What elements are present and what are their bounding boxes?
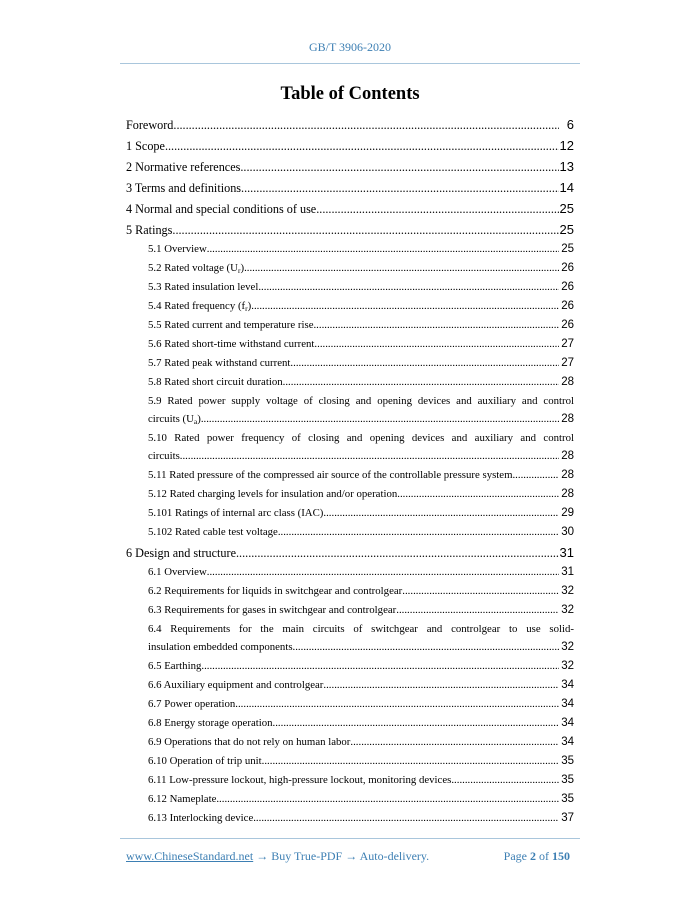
- toc-entry[interactable]: [126, 219, 574, 240]
- website-link[interactable]: www.ChineseStandard.net: [126, 849, 254, 863]
- toc-entry-page-number: 30: [561, 526, 574, 538]
- toc-entry-label: [148, 316, 313, 335]
- header-divider: [120, 63, 580, 64]
- toc-entry-title-end: ): [240, 262, 245, 274]
- toc-entry-page-number: 28: [561, 413, 574, 425]
- toc-entry-page-number: 25: [559, 222, 574, 237]
- dot-leader: [451, 771, 559, 790]
- toc-entry-title: 6.13 Interlocking device: [148, 812, 254, 824]
- arrow-icon: →: [345, 849, 358, 863]
- toc-entry-page-number: 34: [561, 679, 574, 691]
- dot-leader: [180, 447, 559, 465]
- toc-entry-page-number: 32: [561, 585, 574, 597]
- dot-leader: [251, 297, 559, 316]
- toc-entry-label: [126, 199, 316, 220]
- toc-entry-subscript: r: [237, 266, 241, 275]
- toc-entry-title: 5.2 Rated voltage (U: [148, 262, 238, 274]
- toc-entry-title: 3 Terms and definitions: [126, 181, 242, 195]
- delivery-text: Auto-delivery.: [359, 849, 430, 863]
- dot-leader: [314, 335, 559, 354]
- toc-entry[interactable]: [126, 523, 574, 542]
- toc-entry-page-number: 25: [559, 201, 574, 216]
- toc-entry-label: [148, 563, 207, 582]
- toc-entry-page-number: 13: [559, 159, 574, 174]
- toc-entry-title: 5.7 Rated peak withstand current: [148, 357, 291, 369]
- dot-leader: [313, 316, 559, 335]
- toc-entry-page-number: 25: [561, 243, 574, 255]
- dot-leader: [235, 695, 559, 714]
- toc-entry-page-number: 14: [559, 180, 574, 195]
- toc-entry-label: [148, 373, 283, 392]
- dot-leader: [173, 115, 559, 136]
- toc-entry-title: 5.102 Rated cable test voltage: [148, 526, 278, 538]
- toc-entry-label: [148, 733, 350, 752]
- toc-entry-title: 4 Normal and special conditions of use: [126, 202, 317, 216]
- toc-entry[interactable]: [126, 316, 574, 335]
- toc-entry-title: 5.6 Rated short-time withstand current: [148, 338, 315, 350]
- toc-entry-page-number: 26: [561, 262, 574, 274]
- toc-entry-label: [126, 157, 240, 178]
- toc-entry[interactable]: [126, 156, 574, 177]
- toc-entry-page-number: 26: [561, 319, 574, 331]
- toc-entry-label: [148, 752, 262, 771]
- toc-entry-label: [148, 523, 278, 542]
- toc-entry[interactable]: [126, 542, 574, 563]
- toc-entry-title: 6.1 Overview: [148, 566, 207, 578]
- toc-entry-label: [148, 354, 290, 373]
- dot-leader: [323, 676, 559, 695]
- toc-entry-label: [148, 240, 207, 259]
- toc-entry-label: [126, 220, 172, 241]
- toc-entry-title-end: ): [197, 413, 201, 425]
- toc-entry-label: [126, 115, 173, 136]
- dot-leader: [290, 354, 559, 373]
- toc-entry[interactable]: [126, 485, 574, 504]
- toc-entry[interactable]: [126, 601, 574, 620]
- toc-entry[interactable]: [126, 354, 574, 373]
- toc-entry[interactable]: [126, 657, 574, 676]
- toc-entry-label: [148, 638, 293, 656]
- table-of-contents: [126, 114, 574, 828]
- toc-entry-title: 5.101 Ratings of internal arc class (IAC): [148, 507, 324, 519]
- toc-entry-title: 5.8 Rated short circuit duration: [148, 376, 283, 388]
- toc-entry-title: 6.12 Nameplate: [148, 793, 217, 805]
- page-title: Table of Contents: [280, 84, 420, 104]
- dot-leader: [201, 657, 559, 676]
- dot-leader: [253, 809, 559, 828]
- toc-entry-title: circuits (U: [148, 413, 194, 425]
- dot-leader: [350, 733, 559, 752]
- toc-entry-label: [148, 695, 235, 714]
- toc-entry[interactable]: [126, 114, 574, 135]
- dot-leader: [397, 485, 559, 504]
- toc-entry-label: [148, 657, 201, 676]
- toc-entry[interactable]: [126, 240, 574, 259]
- dot-leader: [402, 582, 559, 601]
- toc-entry[interactable]: [126, 504, 574, 523]
- toc-entry-page-number: 34: [561, 736, 574, 748]
- toc-entry-title: 6.3 Requirements for gases in switchgear and controlgear: [148, 604, 397, 616]
- toc-entry-subscript: a: [193, 417, 198, 426]
- toc-entry-page-number: 31: [559, 545, 574, 560]
- dot-leader: [273, 714, 559, 733]
- toc-entry-title: 5.4 Rated frequency (f: [148, 300, 246, 312]
- dot-leader: [236, 543, 559, 564]
- toc-entry-label: [148, 485, 397, 504]
- dot-leader: [278, 523, 559, 542]
- toc-entry[interactable]: [126, 335, 574, 354]
- dot-leader: [396, 601, 559, 620]
- toc-entry-label-line1: 5.10 Rated power frequency of closing and opening devices and auxiliary and control: [148, 432, 574, 444]
- toc-entry-title: 6.8 Energy storage operation: [148, 717, 273, 729]
- toc-entry-page-number: 37: [561, 812, 574, 824]
- toc-entry-page-number: 26: [561, 300, 574, 312]
- toc-entry-title: 5.5 Rated current and temperature rise: [148, 319, 314, 331]
- toc-entry-title: 6.10 Operation of trip unit: [148, 755, 262, 767]
- toc-entry-label-line1: 6.4 Requirements for the main circuits of switchgear and controlgear to use solid-: [148, 623, 574, 635]
- toc-entry-label: [148, 466, 512, 485]
- dot-leader: [207, 240, 559, 259]
- toc-entry-label-line1: 5.9 Rated power supply voltage of closing and opening devices and auxiliary and control: [148, 395, 574, 407]
- page-word: Page: [503, 849, 527, 863]
- toc-entry-title: 2 Normative references: [126, 160, 241, 174]
- toc-entry-title: 6.11 Low-pressure lockout, high-pressure lockout, monitoring devices: [148, 774, 452, 786]
- toc-entry[interactable]: [126, 752, 574, 771]
- arrow-icon: →: [256, 849, 269, 863]
- toc-entry-label: [148, 809, 253, 828]
- toc-entry[interactable]: [126, 676, 574, 695]
- toc-entry[interactable]: [126, 429, 574, 466]
- toc-entry-page-number: 28: [561, 376, 574, 388]
- dot-leader: [512, 466, 559, 485]
- toc-entry[interactable]: [126, 278, 574, 297]
- toc-entry-label: [148, 582, 402, 601]
- toc-entry-page-number: 32: [561, 641, 574, 653]
- toc-entry-page-number: 6: [566, 117, 574, 132]
- toc-entry[interactable]: [126, 582, 574, 601]
- toc-entry-label: [148, 504, 323, 523]
- toc-entry-label: [148, 259, 244, 280]
- toc-entry-page-number: 32: [561, 604, 574, 616]
- toc-entry[interactable]: [126, 297, 574, 316]
- toc-entry-title: 6 Design and structure: [126, 546, 236, 560]
- toc-entry-page-number: 35: [561, 774, 574, 786]
- toc-entry-title: circuits: [148, 450, 180, 462]
- toc-entry-page-number: 32: [561, 660, 574, 672]
- dot-leader: [262, 752, 559, 771]
- toc-entry[interactable]: [126, 620, 574, 657]
- toc-entry-label: [148, 447, 180, 465]
- toc-entry-title: 6.2 Requirements for liquids in switchgear and controlgear: [148, 585, 403, 597]
- dot-leader: [207, 563, 559, 582]
- dot-leader: [293, 638, 559, 656]
- toc-entry-title: 5.3 Rated insulation level: [148, 281, 259, 293]
- dot-leader: [240, 157, 558, 178]
- dot-leader: [316, 199, 558, 220]
- toc-entry-title: 5.1 Overview: [148, 243, 207, 255]
- dot-leader: [201, 410, 559, 428]
- dot-leader: [172, 220, 558, 241]
- toc-entry[interactable]: [126, 373, 574, 392]
- toc-entry-label: [148, 335, 314, 354]
- toc-entry[interactable]: [126, 695, 574, 714]
- dot-leader: [258, 278, 559, 297]
- of-word: of: [539, 849, 549, 863]
- toc-entry-label: [148, 676, 323, 695]
- footer-left: [126, 849, 429, 864]
- toc-entry[interactable]: [126, 714, 574, 733]
- toc-entry-page-number: 29: [561, 507, 574, 519]
- toc-entry-page-number: 27: [561, 357, 574, 369]
- toc-entry-page-number: 31: [561, 566, 574, 578]
- toc-entry-label: [148, 410, 201, 431]
- toc-entry-page-number: 27: [561, 338, 574, 350]
- toc-entry-label: [126, 178, 241, 199]
- footer-divider: [120, 838, 580, 839]
- toc-entry[interactable]: [126, 563, 574, 582]
- total-pages: 150: [552, 849, 570, 863]
- toc-entry-title: 6.5 Earthing: [148, 660, 202, 672]
- toc-entry-page-number: 28: [561, 469, 574, 481]
- toc-entry-subscript: r: [245, 304, 248, 313]
- buy-pdf-link[interactable]: Buy True-PDF: [271, 849, 343, 863]
- page-counter: [504, 849, 570, 864]
- toc-entry-title: 6.6 Auxiliary equipment and controlgear: [148, 679, 324, 691]
- toc-entry[interactable]: [126, 198, 574, 219]
- toc-entry-label: [148, 278, 258, 297]
- toc-entry-title: 1 Scope: [126, 139, 165, 153]
- toc-entry[interactable]: [126, 177, 574, 198]
- toc-entry-label: [148, 771, 451, 790]
- toc-entry-page-number: 34: [561, 698, 574, 710]
- current-page: 2: [530, 849, 536, 863]
- toc-entry-title: 5 Ratings: [126, 223, 173, 237]
- toc-entry[interactable]: [126, 809, 574, 828]
- toc-entry-page-number: 12: [559, 138, 574, 153]
- toc-entry-page-number: 28: [561, 450, 574, 462]
- dot-leader: [244, 259, 559, 278]
- toc-entry[interactable]: [126, 790, 574, 809]
- dot-leader: [165, 136, 559, 157]
- toc-entry[interactable]: [126, 466, 574, 485]
- toc-entry-label: [148, 601, 396, 620]
- toc-entry-title-end: ): [247, 300, 252, 312]
- toc-entry-title: 6.7 Power operation: [148, 698, 236, 710]
- toc-entry-title: 5.12 Rated charging levels for insulation and/or operation: [148, 488, 398, 500]
- dot-leader: [241, 178, 559, 199]
- toc-entry-page-number: 34: [561, 717, 574, 729]
- dot-leader: [323, 504, 559, 523]
- toc-entry[interactable]: [126, 733, 574, 752]
- toc-entry-page-number: 35: [561, 793, 574, 805]
- toc-entry-page-number: 26: [561, 281, 574, 293]
- toc-entry-page-number: 35: [561, 755, 574, 767]
- toc-entry-title: insulation embedded components: [148, 641, 293, 653]
- toc-entry[interactable]: [126, 259, 574, 278]
- toc-entry-label: [148, 790, 216, 809]
- toc-entry-label: [148, 714, 273, 733]
- toc-entry-title: 6.9 Operations that do not rely on human labor: [148, 736, 351, 748]
- dot-leader: [216, 790, 559, 809]
- toc-entry-title: 5.11 Rated pressure of the compressed air source of the controllable pressure system: [148, 469, 513, 481]
- toc-entry-page-number: 28: [561, 488, 574, 500]
- document-id-header: GB/T 3906-2020: [308, 40, 392, 54]
- toc-entry-label: [126, 543, 236, 564]
- toc-entry-label: [126, 136, 165, 157]
- toc-entry[interactable]: [126, 392, 574, 429]
- toc-entry-label: [148, 297, 251, 318]
- toc-entry[interactable]: [126, 771, 574, 790]
- dot-leader: [283, 373, 559, 392]
- toc-entry-title: Foreword: [126, 118, 174, 132]
- toc-entry[interactable]: [126, 135, 574, 156]
